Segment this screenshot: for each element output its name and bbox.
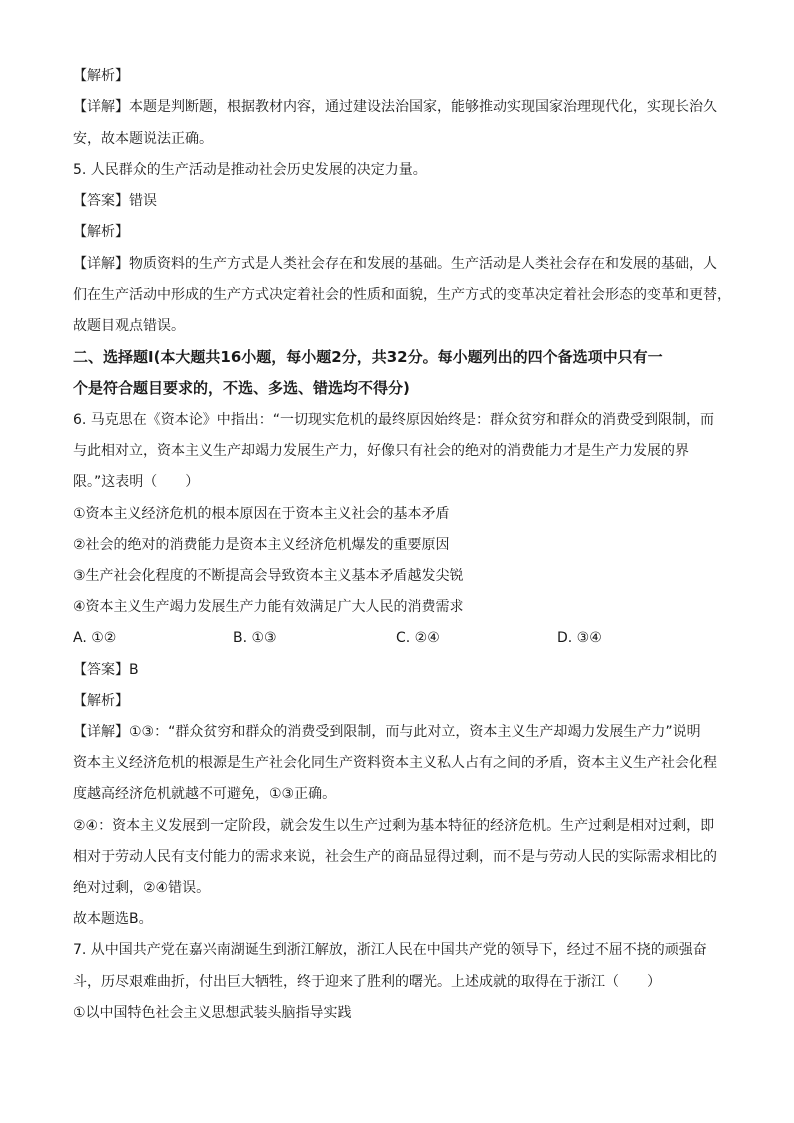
explanation-line: 资本主义经济危机的根源是生产社会化同生产资料资本主义私人占有之间的矛盾，资本主义生产社会化程: [73, 755, 717, 771]
question-7-line: 斗，历尽艰难曲折，付出巨大牺牲，终于迎来了胜利的曙光。上述成就的取得在于浙江（ ）: [73, 974, 661, 990]
explanation-line: 故题目观点错误。: [73, 318, 185, 334]
explanation-line: 相对于劳动人民有支付能力的需求来说，社会生产的商品显得过剩，而不是与劳动人民的实际需求相比的: [73, 849, 717, 865]
explanation-line: 绝对过剩，②④错误。: [73, 880, 211, 896]
statement-item: ②社会的绝对的消费能力是资本主义经济危机爆发的重要原因: [73, 537, 450, 553]
section-label-analysis: 【解析】: [73, 693, 129, 709]
explanation-line: 【详解】本题是判断题，根据教材内容，通过建设法治国家，能够推动实现国家治理现代化，实现长治久: [73, 99, 717, 115]
section-heading: 二、选择题Ⅰ(本大题共16小题，每小题2分，共32分。每小题列出的四个备选项中只有一: [73, 348, 663, 366]
choice-option-c: C. ②④: [396, 630, 440, 646]
question-6-line: 限。”这表明（ ）: [73, 474, 200, 490]
explanation-line: ②④：资本主义发展到一定阶段，就会发生以生产过剩为基本特征的经济危机。生产过剩是相对过剩，即: [73, 818, 715, 834]
choice-option-a: A. ①②: [73, 630, 117, 646]
section-label-analysis: 【解析】: [73, 68, 129, 84]
section-label-analysis: 【解析】: [73, 224, 129, 240]
answer-label: 【答案】B: [73, 662, 139, 678]
question-6: 6. 马克思在《资本论》中指出：“一切现实危机的最终原因始终是：群众贫穷和群众的消费受到限制，而: [73, 412, 715, 428]
choice-option-b: B. ①③: [233, 630, 277, 646]
statement-item: ④资本主义生产竭力发展生产力能有效满足广大人民的消费需求: [73, 599, 464, 615]
question-7: 7. 从中国共产党在嘉兴南湖诞生到浙江解放，浙江人民在中国共产党的领导下，经过不屈不挠的顽强奋: [73, 942, 707, 958]
question-6-line: 与此相对立，资本主义生产却竭力发展生产力，好像只有社会的绝对的消费能力才是生产力发展的界: [73, 443, 689, 459]
explanation-line: 度越高经济危机就越不可避免，①③正确。: [73, 786, 337, 802]
explanation-line: 安，故本题说法正确。: [73, 131, 213, 147]
explanation-line: 【详解】物质资料的生产方式是人类社会存在和发展的基础。生产活动是人类社会存在和发展的基础，人: [73, 256, 717, 272]
choice-option-d: D. ③④: [557, 630, 602, 646]
statement-item: ①以中国特色社会主义思想武装头脑指导实践: [73, 1005, 352, 1021]
question-5: 5. 人民群众的生产活动是推动社会历史发展的决定力量。: [73, 162, 427, 178]
section-heading: 个是符合题目要求的，不选、多选、错选均不得分): [73, 379, 410, 397]
statement-item: ①资本主义经济危机的根本原因在于资本主义社会的基本矛盾: [73, 506, 450, 522]
explanation-line: 【详解】①③：“群众贫穷和群众的消费受到限制，而与此对立，资本主义生产却竭力发展生产力”说明: [73, 724, 701, 740]
statement-item: ③生产社会化程度的不断提高会导致资本主义基本矛盾越发尖锐: [73, 568, 464, 584]
answer-label: 【答案】错误: [73, 193, 157, 209]
explanation-line: 们在生产活动中形成的生产方式决定着社会的性质和面貌，生产方式的变革决定着社会形态的变革和更替，: [73, 287, 731, 303]
conclusion-line: 故本题选B。: [73, 911, 153, 927]
